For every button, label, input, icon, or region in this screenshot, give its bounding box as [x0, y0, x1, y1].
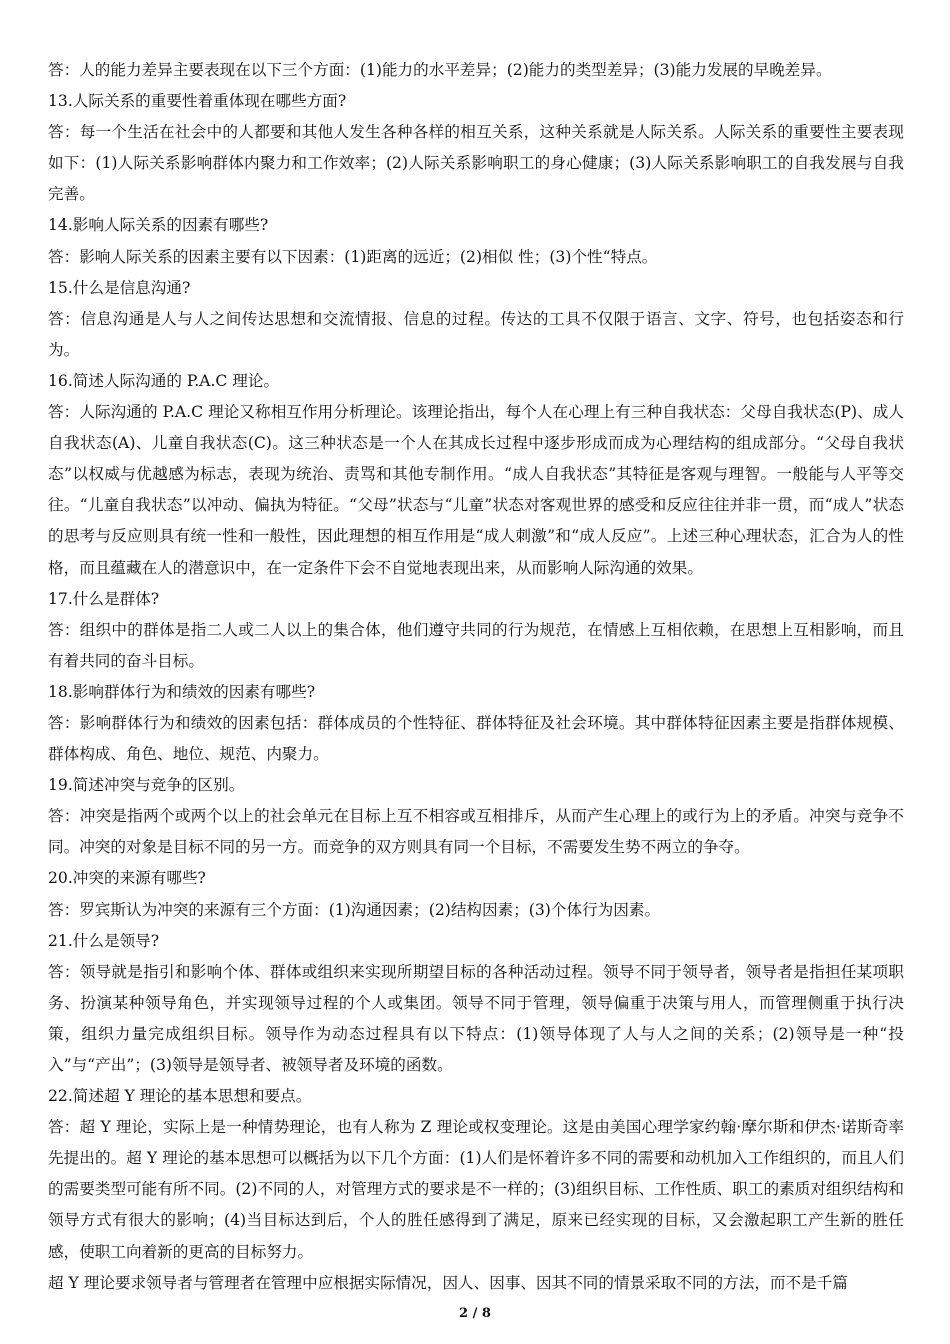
- question-heading: 22.简述超 Y 理论的基本思想和要点。: [48, 1087, 312, 1106]
- question-heading: 16.简述人际沟通的 P.A.C 理论。: [48, 371, 280, 390]
- answer-paragraph: 答：影响群体行为和绩效的因素包括：群体成员的个性特征、群体特征及社会环境。其中群体特征因素主要是指群体规模、群体构成、角色、地位、规范、内聚力。: [48, 713, 904, 764]
- answer-paragraph: 答：人际沟通的 P.A.C 理论又称相互作用分析理论。该理论指出，每个人在心理上有三种自我状态：父母自我状态(P)、成人自我状态(A)、儿童自我状态(C)。这三种状态是一个人在其成长过程中逐步形成而成为心理结构的组成部分。“父母自我状态”以权威与优越感为标志，表现为统治、责骂和其他专制作用。“成人自我状态”其特征是客观与理智。一般能与人平等交往。“儿童自我状态”以冲动、偏执为特征。“父母”状态与“儿童”状态对客观世界的感受和反应往往并非一贯，而“成人”状态的思考与反应则具有统一性和一般性，因此理想的相互作用是“成人刺激”和“成人反应”。上述三种心理状态，汇合为人的性格，而且蕴藏在人的潜意识中，在一定条件下会不自觉地表现出来，从而影响人际沟通的效果。: [48, 403, 904, 577]
- answer-paragraph: 答：信息沟通是人与人之间传达思想和交流情报、信息的过程。传达的工具不仅限于语言、文字、符号，也包括姿态和行为。: [48, 309, 904, 359]
- page-number: 2 / 8: [459, 1306, 491, 1321]
- answer-paragraph: 答：冲突是指两个或两个以上的社会单元在目标上互不相容或互相排斥，从而产生心理上的或行为上的矛盾。冲突与竞争不同。冲突的对象是目标不同的另一方。而竞争的双方则具有同一个目标，不需要发生势不两立的争夺。: [48, 807, 904, 857]
- question-heading: 20.冲突的来源有哪些?: [48, 869, 206, 888]
- document-body: [48, 55, 904, 1299]
- answer-paragraph: 答：每一个生活在社会中的人都要和其他人发生各种各样的相互关系，这种关系就是人际关系。人际关系的重要性主要表现如下：(1)人际关系影响群体内聚力和工作效率；(2)人际关系影响职工的身心健康；(3)人际关系影响职工的自我发展与自我完善。: [48, 123, 904, 204]
- answer-paragraph: 答：领导就是指引和影响个体、群体或组织来实现所期望目标的各种活动过程。领导不同于领导者，领导者是指担任某项职务、扮演某种领导角色，并实现领导过程的个人或集团。领导不同于管理，领导偏重于决策与用人，而管理侧重于执行决策，组织力量完成组织目标。领导作为动态过程具有以下特点：(1)领导体现了人与人之间的关系；(2)领导是一种“投入”与“产出”；(3)领导是领导者、被领导者及环境的函数。: [48, 962, 904, 1074]
- answer-paragraph: 答：超 Y 理论，实际上是一种情势理论，也有人称为 Z 理论或权变理论。这是由美国心理学家约翰·摩尔斯和伊杰·诺斯奇率先提出的。超 Y 理论的基本思想可以概括为以下几个方面：(1)人们是怀着许多不同的需要和动机加入工作组织的，而且人们的需要类型可能有所不同。(2)不同的人，对管理方式的要求是不一样的；(3)组织目标、工作性质、职工的素质对组织结构和领导方式有很大的影响；(4)当目标达到后，个人的胜任感得到了满足，原来已经实现的目标，又会激起职工产生新的胜任感，使职工向着新的更高的目标努力。: [48, 1118, 904, 1261]
- question-heading: 21.什么是领导?: [48, 931, 160, 950]
- answer-paragraph: 答：影响人际关系的因素主要有以下因素：(1)距离的远近；(2)相似 性；(3)个性“特点。: [48, 247, 658, 266]
- question-heading: 18.影响群体行为和绩效的因素有哪些?: [48, 682, 316, 701]
- question-heading: 15.什么是信息沟通?: [48, 278, 191, 297]
- answer-paragraph: 答：罗宾斯认为冲突的来源有三个方面：(1)沟通因素；(2)结构因素；(3)个体行为因素。: [48, 900, 661, 919]
- question-heading: 14.影响人际关系的因素有哪些?: [48, 216, 269, 235]
- answer-paragraph: 答：组织中的群体是指二人或二人以上的集合体，他们遵守共同的行为规范，在情感上互相依赖，在思想上互相影响，而且有着共同的奋斗目标。: [48, 620, 904, 670]
- question-heading: 19.简述冲突与竞争的区别。: [48, 776, 245, 795]
- question-heading: 17.什么是群体?: [48, 589, 160, 608]
- question-heading: 13.人际关系的重要性着重体现在哪些方面?: [48, 92, 347, 111]
- answer-paragraph: 答：人的能力差异主要表现在以下三个方面：(1)能力的水平差异；(2)能力的类型差异；(3)能力发展的早晚差异。: [48, 61, 832, 79]
- answer-paragraph: 超 Y 理论要求领导者与管理者在管理中应根据实际情况，因人、因事、因其不同的情景采取不同的方法，而不是千篇: [48, 1273, 848, 1292]
